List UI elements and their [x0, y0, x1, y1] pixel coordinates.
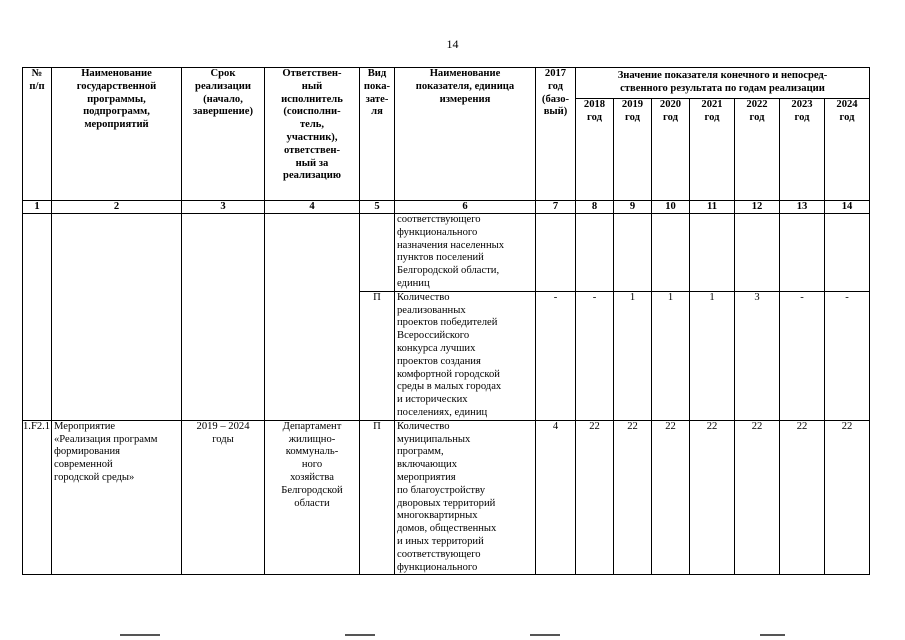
empty-cell — [182, 214, 265, 421]
value-cell — [614, 214, 652, 292]
value-cell: 22 — [614, 420, 652, 575]
indicator-name-cell: Количество реализованных проектов победителей Всероссийского конкурса лучших проектов создания комфортной городской среды в малых городах и исторических поселениях, единиц — [395, 291, 536, 420]
base-value-cell — [536, 214, 576, 292]
column-number: 14 — [825, 201, 870, 214]
indicators-table — [22, 67, 870, 575]
indicator-type-cell — [360, 214, 395, 292]
column-number: 13 — [780, 201, 825, 214]
scan-mark — [120, 634, 160, 636]
value-cell: 22 — [690, 420, 735, 575]
value-cell: - — [780, 291, 825, 420]
value-cell: 22 — [576, 420, 614, 575]
scan-mark — [760, 634, 785, 636]
column-number: 4 — [265, 201, 360, 214]
column-number: 9 — [614, 201, 652, 214]
executor-cell: Департамент жилищно- коммуналь- ного хозяйства Белгородской области — [265, 420, 360, 575]
base-value-cell: - — [536, 291, 576, 420]
page-number: 14 — [446, 37, 459, 51]
indicator-name-cell: соответствующего функционального назначения населенных пунктов поселений Белгородской области, единиц — [395, 214, 536, 292]
value-cell — [652, 214, 690, 292]
column-number: 10 — [652, 201, 690, 214]
value-cell: 22 — [825, 420, 870, 575]
value-cell — [576, 214, 614, 292]
scan-mark — [530, 634, 560, 636]
value-cell: - — [576, 291, 614, 420]
column-number: 2 — [52, 201, 182, 214]
value-cell: - — [825, 291, 870, 420]
header-indicator-type: Вид пока- зате- ля — [360, 68, 395, 201]
header-year-2020: 2020 год — [652, 99, 690, 201]
value-cell: 1 — [690, 291, 735, 420]
header-year-2024: 2024 год — [825, 99, 870, 201]
header-year-2022: 2022 год — [735, 99, 780, 201]
header-year-2018: 2018 год — [576, 99, 614, 201]
value-cell — [690, 214, 735, 292]
empty-cell — [52, 214, 182, 421]
header-indicator-name: Наименование показателя, единица измерения — [395, 68, 536, 201]
empty-cell — [23, 214, 52, 421]
header-year-2021: 2021 год — [690, 99, 735, 201]
header-period: Срок реализации (начало, завершение) — [182, 68, 265, 201]
column-number: 8 — [576, 201, 614, 214]
value-cell — [735, 214, 780, 292]
value-cell — [780, 214, 825, 292]
column-number: 5 — [360, 201, 395, 214]
value-cell: 22 — [780, 420, 825, 575]
scan-edge-marks — [0, 634, 905, 640]
base-value-cell: 4 — [536, 420, 576, 575]
indicator-name-cell: Количество муниципальных программ, включающих мероприятия по благоустройству дворовых территорий многоквартирных домов, общественных и иных территорий соответствующего функционального — [395, 420, 536, 575]
column-number: 11 — [690, 201, 735, 214]
value-cell — [825, 214, 870, 292]
header-values-group: Значение показателя конечного и непосред- ственного результата по годам реализации — [576, 68, 870, 99]
header-year-2019: 2019 год — [614, 99, 652, 201]
column-number: 7 — [536, 201, 576, 214]
table-row — [23, 214, 870, 292]
value-cell: 1 — [614, 291, 652, 420]
scan-mark — [345, 634, 375, 636]
header-program-name: Наименование государственной программы, подпрограмм, мероприятий — [52, 68, 182, 201]
header-executor: Ответствен- ный исполнитель (соисполни- тель, участник), ответствен- ный за реализацию — [265, 68, 360, 201]
table-row — [23, 420, 870, 575]
value-cell: 1 — [652, 291, 690, 420]
empty-cell — [265, 214, 360, 421]
value-cell: 22 — [735, 420, 780, 575]
value-cell: 3 — [735, 291, 780, 420]
column-number: 6 — [395, 201, 536, 214]
column-number-row — [23, 201, 870, 214]
column-number: 3 — [182, 201, 265, 214]
program-name-cell: Мероприятие «Реализация программ формирования современной городской среды» — [52, 420, 182, 575]
column-number: 12 — [735, 201, 780, 214]
header-year-2023: 2023 год — [780, 99, 825, 201]
period-cell: 2019 – 2024 годы — [182, 420, 265, 575]
value-cell: 22 — [652, 420, 690, 575]
row-number-cell: 1.F2.1 — [23, 420, 52, 575]
header-number: № п/п — [23, 68, 52, 201]
indicator-type-cell: П — [360, 420, 395, 575]
indicator-type-cell: П — [360, 291, 395, 420]
column-number: 1 — [23, 201, 52, 214]
header-base-year: 2017 год (базо- вый) — [536, 68, 576, 201]
